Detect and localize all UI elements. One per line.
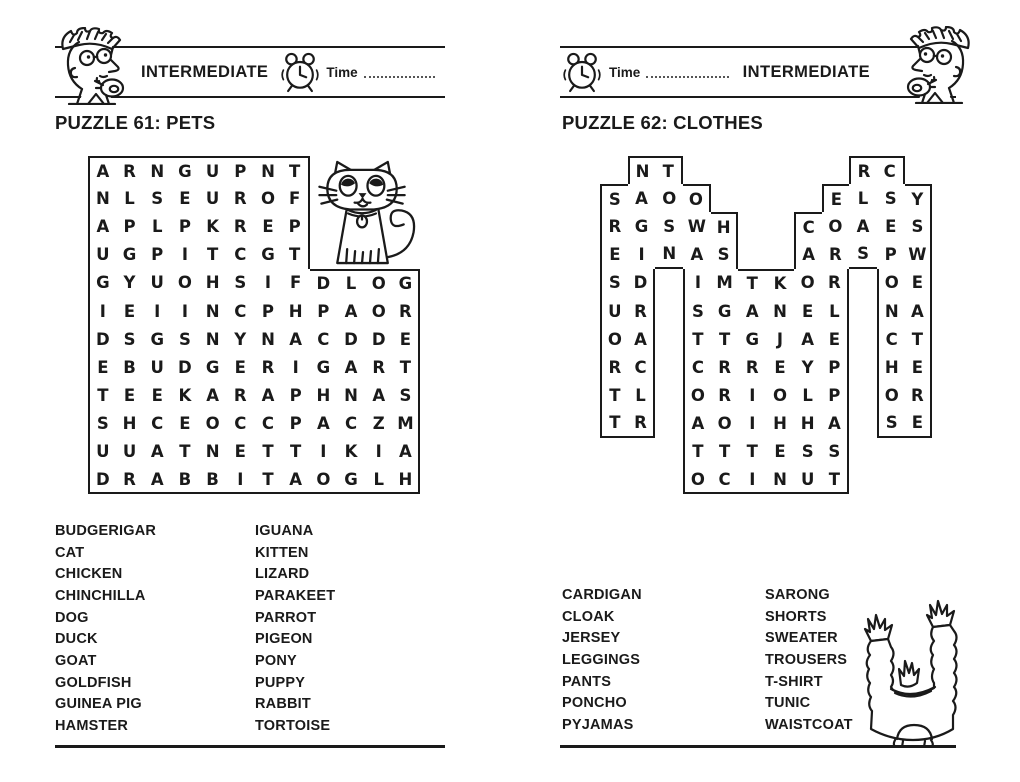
grid-letter-cell: T xyxy=(262,442,274,462)
grid-letter-cell: O xyxy=(877,269,905,297)
grid-letter-cell: U xyxy=(122,442,137,462)
grid-letter-cell: G xyxy=(316,357,331,377)
grid-letter-cell: P xyxy=(226,156,254,184)
grid-letter-cell: O xyxy=(205,414,220,434)
grid-letter-cell: S xyxy=(884,188,897,208)
grid-letter-cell: A xyxy=(690,245,704,265)
grid-letter-cell: K xyxy=(344,442,358,462)
grid-letter-cell: P xyxy=(822,353,850,381)
grid-letter-cell: S xyxy=(905,212,933,240)
grid-letter-cell: D xyxy=(371,329,386,349)
grid-letter-cell: K xyxy=(178,386,192,406)
grid-letter-cell: G xyxy=(634,216,649,236)
grid-letter-cell: A xyxy=(683,410,711,438)
word-list-item: CAT xyxy=(55,544,85,561)
grid-letter-cell: R xyxy=(233,386,247,406)
grid-letter-cell: N xyxy=(205,329,220,349)
grid-letter-cell: R xyxy=(393,297,421,325)
grid-letter-cell: E xyxy=(393,325,421,353)
grid-letter-cell: E xyxy=(234,357,246,377)
grid-letter-cell: H xyxy=(800,414,815,434)
grid-letter-cell: I xyxy=(683,269,711,297)
word-list-item: KITTEN xyxy=(255,544,309,561)
grid-letter-cell: O xyxy=(260,188,275,208)
grid-letter-cell: L xyxy=(337,269,365,297)
grid-letter-cell: T xyxy=(718,329,731,349)
grid-letter-cell: G xyxy=(337,466,365,494)
grid-letter-cell: C xyxy=(317,329,330,349)
grid-letter-cell: Z xyxy=(372,414,385,434)
grid-letter-cell: A xyxy=(372,386,386,406)
time-blank-line xyxy=(646,75,728,78)
grid-letter-cell: C xyxy=(344,414,358,434)
grid-letter-cell: A xyxy=(794,241,822,269)
grid-letter-cell: T xyxy=(88,382,116,410)
grid-letter-cell: C xyxy=(877,325,905,353)
word-list-item: LIZARD xyxy=(255,566,310,583)
grid-letter-cell: C xyxy=(234,245,247,265)
grid-letter-cell: I xyxy=(181,245,188,265)
time-blank-line xyxy=(364,75,435,78)
grid-letter-cell: A xyxy=(635,188,648,208)
grid-letter-cell: N xyxy=(773,301,787,321)
grid-letter-cell: S xyxy=(801,442,814,462)
grid-letter-cell: L xyxy=(124,188,135,208)
word-list-item: SARONG xyxy=(765,586,830,603)
grid-letter-cell: S xyxy=(393,382,421,410)
grid-letter-cell: E xyxy=(123,301,136,321)
grid-letter-cell: D xyxy=(628,269,656,297)
grid-letter-cell: S xyxy=(234,273,247,293)
grid-letter-cell: S xyxy=(663,216,676,236)
grid-letter-cell: A xyxy=(745,301,759,321)
grid-letter-cell: T xyxy=(393,353,421,381)
grid-letter-cell: I xyxy=(638,245,645,265)
grid-letter-cell: N xyxy=(205,442,220,462)
grid-letter-cell: S xyxy=(178,329,191,349)
word-list-item: PIGEON xyxy=(255,631,313,648)
word-list-item: PANTS xyxy=(562,673,612,690)
word-list-item: PYJAMAS xyxy=(562,716,634,733)
grid-letter-cell: O xyxy=(600,325,628,353)
grid-letter-cell: P xyxy=(289,386,302,406)
grid-letter-cell: H xyxy=(877,353,905,381)
grid-letter-cell: I xyxy=(88,297,116,325)
grid-letter-cell: T xyxy=(905,325,933,353)
grid-letter-cell: T xyxy=(600,410,628,438)
grid-letter-cell: Y xyxy=(123,273,136,293)
grid-letter-cell: R xyxy=(116,466,144,494)
grid-letter-cell: K xyxy=(206,216,219,236)
grid-letter-cell: R xyxy=(822,269,850,297)
grid-letter-cell: R xyxy=(718,386,731,406)
grid-letter-cell: O xyxy=(772,386,787,406)
word-search-grid-62 xyxy=(600,156,932,494)
grid-letter-cell: O xyxy=(371,301,386,321)
grid-letter-cell: A xyxy=(289,329,303,349)
grid-letter-cell: G xyxy=(261,245,275,265)
grid-letter-cell: E xyxy=(262,216,274,236)
puzzle-title-61: PUZZLE 61: PETS xyxy=(55,112,216,133)
grid-letter-cell: O xyxy=(717,414,732,434)
grid-letter-cell: G xyxy=(393,269,421,297)
grid-letter-cell: O xyxy=(310,466,338,494)
word-list-item: GOLDFISH xyxy=(55,674,132,691)
grid-letter-cell: G xyxy=(150,329,164,349)
word-list-item: DUCK xyxy=(55,631,98,648)
grid-letter-cell: A xyxy=(801,329,815,349)
grid-letter-cell: T xyxy=(282,156,310,184)
word-list-62-col1 xyxy=(562,584,642,736)
grid-letter-cell: E xyxy=(905,353,933,381)
grid-letter-cell: T xyxy=(206,245,219,265)
grid-letter-cell: R xyxy=(828,245,842,265)
grid-letter-cell: U xyxy=(794,466,822,494)
word-list-item: T-SHIRT xyxy=(765,673,823,690)
left-page-bottom-rule xyxy=(55,745,445,748)
grid-letter-cell: E xyxy=(905,269,933,297)
grid-letter-cell: G xyxy=(745,329,760,349)
grid-letter-cell: C xyxy=(261,414,275,434)
grid-letter-cell: S xyxy=(711,241,739,269)
grid-letter-cell: D xyxy=(88,325,116,353)
grid-letter-cell: A xyxy=(261,386,275,406)
grid-letter-cell: R xyxy=(628,297,656,325)
grid-letter-cell: T xyxy=(822,466,850,494)
grid-letter-cell: R xyxy=(600,353,628,381)
grid-letter-cell: B xyxy=(123,357,136,377)
grid-letter-cell: I xyxy=(749,386,756,406)
cat-illustration xyxy=(310,157,421,269)
grid-letter-cell: I xyxy=(264,273,272,293)
grid-letter-cell: O xyxy=(365,269,393,297)
grid-letter-cell: B xyxy=(171,466,199,494)
grid-letter-cell: N xyxy=(143,156,171,184)
grid-letter-cell: P xyxy=(884,245,897,265)
grid-letter-cell: A xyxy=(344,301,358,321)
word-list-item: PUPPY xyxy=(255,674,306,691)
difficulty-label: INTERMEDIATE xyxy=(141,62,269,81)
grid-letter-cell: S xyxy=(822,438,850,466)
grid-letter-cell: O xyxy=(177,273,192,293)
grid-letter-cell: F xyxy=(282,184,310,212)
grid-letter-cell: I xyxy=(749,414,756,434)
grid-letter-cell: E xyxy=(822,325,850,353)
grid-letter-cell: S xyxy=(600,269,628,297)
grid-letter-cell: P xyxy=(261,301,275,321)
grid-letter-cell: U xyxy=(150,273,164,293)
grid-letter-cell: C xyxy=(628,353,656,381)
grid-letter-cell: R xyxy=(372,357,386,377)
grid-letter-cell: T xyxy=(655,156,683,184)
grid-letter-cell: E xyxy=(123,386,136,406)
grid-letter-cell: A xyxy=(150,442,164,462)
grid-letter-cell: T xyxy=(600,382,628,410)
word-list-item: CLOAK xyxy=(562,608,615,625)
grid-letter-cell: P xyxy=(289,414,302,434)
word-list-61-col2 xyxy=(255,520,335,737)
word-list-item: CARDIGAN xyxy=(562,586,642,603)
grid-letter-cell: A xyxy=(143,466,171,494)
grid-letter-cell: U xyxy=(88,438,116,466)
grid-letter-cell: E xyxy=(179,414,191,434)
grid-letter-cell: H xyxy=(122,414,137,434)
grid-letter-cell: Y xyxy=(234,329,247,349)
word-list-item: CHINCHILLA xyxy=(55,587,146,604)
grid-letter-cell: A xyxy=(822,410,850,438)
grid-letter-cell: E xyxy=(151,386,163,406)
grid-letter-cell: Y xyxy=(801,357,814,377)
grid-letter-cell: A xyxy=(393,438,421,466)
word-list-item: JERSEY xyxy=(562,630,621,647)
grid-letter-cell: C xyxy=(794,212,822,240)
grid-letter-cell: I xyxy=(226,466,254,494)
puzzle-title-62: PUZZLE 62: CLOTHES xyxy=(562,112,763,133)
grid-letter-cell: E xyxy=(774,357,786,377)
grid-letter-cell: L xyxy=(822,297,850,325)
grid-letter-cell: T xyxy=(290,442,302,462)
grid-letter-cell: H xyxy=(711,212,739,240)
grid-letter-cell: O xyxy=(683,382,711,410)
word-list-item: WAISTCOAT xyxy=(765,716,853,733)
grid-letter-cell: E xyxy=(905,410,933,438)
grid-letter-cell: N xyxy=(655,241,683,269)
grid-letter-cell: H xyxy=(288,301,303,321)
grid-letter-cell: N xyxy=(261,329,275,349)
word-list-item: PARROT xyxy=(255,609,317,626)
grid-letter-cell: C xyxy=(234,301,247,321)
grid-letter-cell: O xyxy=(662,188,677,208)
grid-letter-cell: T xyxy=(718,442,731,462)
grid-letter-cell: R xyxy=(718,357,731,377)
grid-letter-cell: I xyxy=(320,442,327,462)
word-list-item: TORTOISE xyxy=(255,718,331,735)
alarm-clock-icon xyxy=(281,49,319,95)
grid-letter-cell: I xyxy=(738,466,766,494)
word-list-item: HAMSTER xyxy=(55,718,129,735)
grid-letter-cell: L xyxy=(857,188,869,208)
grid-letter-cell: M xyxy=(716,273,733,293)
grid-letter-cell: D xyxy=(310,269,338,297)
grid-letter-cell: S xyxy=(849,241,877,269)
grid-letter-cell: I xyxy=(181,301,188,321)
grid-letter-cell: T xyxy=(254,466,282,494)
grid-letter-cell: W xyxy=(905,241,933,269)
grid-letter-cell: R xyxy=(628,410,656,438)
word-list-item: PARAKEET xyxy=(255,587,336,604)
grid-letter-cell: S xyxy=(123,329,136,349)
grid-letter-cell: S xyxy=(683,297,711,325)
grid-letter-cell: T xyxy=(738,269,766,297)
grid-letter-cell: O xyxy=(800,273,815,293)
grid-letter-cell: J xyxy=(776,329,784,349)
grid-letter-cell: E xyxy=(234,442,246,462)
grid-letter-cell: R xyxy=(745,357,759,377)
grid-letter-cell: I xyxy=(292,357,299,377)
grid-letter-cell: U xyxy=(88,241,116,269)
word-list-item: TROUSERS xyxy=(765,651,848,668)
grid-letter-cell: T xyxy=(683,438,711,466)
grid-letter-cell: P xyxy=(123,216,136,236)
grid-letter-cell: E xyxy=(802,301,814,321)
grid-letter-cell: D xyxy=(178,357,192,377)
grid-letter-cell: W xyxy=(687,216,706,236)
grid-letter-cell: A xyxy=(905,297,933,325)
grid-letter-cell: A xyxy=(856,216,870,236)
grid-letter-cell: C xyxy=(151,414,164,434)
grid-letter-cell: S xyxy=(877,410,905,438)
grid-letter-cell: E xyxy=(774,442,786,462)
word-list-item: CHICKEN xyxy=(55,566,123,583)
grid-letter-cell: T xyxy=(683,325,711,353)
grid-letter-cell: N xyxy=(205,301,220,321)
grid-letter-cell: R xyxy=(849,156,877,184)
word-list-item: BUDGERIGAR xyxy=(55,522,157,539)
grid-letter-cell: N xyxy=(254,156,282,184)
grid-letter-cell: L xyxy=(802,386,813,406)
word-list-item: SHORTS xyxy=(765,608,827,625)
word-list-item: GUINEA PIG xyxy=(55,696,142,713)
grid-letter-cell: T xyxy=(746,442,758,462)
grid-letter-cell: P xyxy=(178,216,191,236)
grid-letter-cell: A xyxy=(316,414,330,434)
grid-letter-cell: A xyxy=(628,325,656,353)
grid-letter-cell: E xyxy=(600,241,628,269)
grid-letter-cell: A xyxy=(344,357,358,377)
grid-letter-cell: G xyxy=(122,245,137,265)
word-list-item: PONY xyxy=(255,652,297,669)
grid-letter-cell: R xyxy=(261,357,275,377)
word-list-item: RABBIT xyxy=(255,696,311,713)
alarm-clock-icon xyxy=(563,49,601,95)
word-list-item: PONCHO xyxy=(562,695,627,712)
grid-letter-cell: U xyxy=(600,297,628,325)
word-list-item: TUNIC xyxy=(765,695,811,712)
grid-letter-cell: U xyxy=(205,188,220,208)
word-list-item: IGUANA xyxy=(255,522,314,539)
grid-letter-cell: O xyxy=(877,382,905,410)
grid-letter-cell: S xyxy=(151,188,164,208)
grid-letter-cell: O xyxy=(683,466,711,494)
grid-letter-cell: T xyxy=(179,442,191,462)
grid-letter-cell: U xyxy=(150,357,164,377)
grid-letter-cell: P xyxy=(282,212,310,240)
grid-letter-cell: B xyxy=(199,466,227,494)
grid-letter-cell: D xyxy=(88,466,116,494)
grid-letter-cell: R xyxy=(116,156,144,184)
grid-letter-cell: N xyxy=(344,386,358,406)
grid-letter-cell: R xyxy=(905,382,933,410)
grid-letter-cell: S xyxy=(600,184,628,212)
grid-letter-cell: I xyxy=(375,442,382,462)
person-pulling-on-sweater-illustration xyxy=(851,597,975,748)
grid-letter-cell: N xyxy=(628,156,656,184)
grid-letter-cell: P xyxy=(822,382,850,410)
time-label: Time xyxy=(326,64,358,80)
grid-letter-cell: E xyxy=(88,353,116,381)
boy-blowing-whistle-illustration xyxy=(49,27,135,105)
grid-letter-cell: P xyxy=(151,245,164,265)
grid-letter-cell: L xyxy=(628,382,656,410)
grid-letter-cell: H xyxy=(393,466,421,494)
grid-letter-cell: L xyxy=(151,216,163,236)
grid-letter-cell: C xyxy=(711,466,739,494)
grid-letter-cell: A xyxy=(88,156,116,184)
grid-letter-cell: T xyxy=(282,241,310,269)
grid-letter-cell: F xyxy=(290,273,302,293)
grid-letter-cell: A xyxy=(206,386,219,406)
grid-letter-cell: N xyxy=(88,184,116,212)
word-list-item: LEGGINGS xyxy=(562,651,641,668)
word-list-61-col1 xyxy=(55,520,156,737)
word-list-item: SWEATER xyxy=(765,630,838,647)
grid-letter-cell: I xyxy=(154,301,161,321)
grid-letter-cell: H xyxy=(316,386,331,406)
grid-letter-cell: M xyxy=(393,410,421,438)
grid-letter-cell: A xyxy=(282,466,310,494)
grid-letter-cell: C xyxy=(683,353,711,381)
word-list-item: DOG xyxy=(55,609,89,626)
grid-letter-cell: G xyxy=(205,357,220,377)
grid-letter-cell: K xyxy=(766,269,794,297)
grid-letter-cell: G xyxy=(88,269,116,297)
grid-letter-cell: N xyxy=(766,466,794,494)
grid-letter-cell: E xyxy=(822,184,850,212)
grid-letter-cell: G xyxy=(171,156,199,184)
grid-letter-cell: G xyxy=(717,301,732,321)
grid-letter-cell: E xyxy=(885,216,897,236)
grid-letter-cell: U xyxy=(199,156,227,184)
grid-letter-cell: C xyxy=(877,156,905,184)
right-page-bottom-rule xyxy=(560,745,956,748)
grid-letter-cell: R xyxy=(233,216,247,236)
grid-letter-cell: O xyxy=(683,184,711,212)
grid-letter-cell: H xyxy=(773,414,787,434)
grid-letter-cell: Y xyxy=(905,184,933,212)
grid-letter-cell: E xyxy=(179,188,191,208)
grid-letter-cell: L xyxy=(365,466,393,494)
grid-letter-cell: D xyxy=(344,329,358,349)
grid-letter-cell: R xyxy=(600,212,628,240)
boy-blowing-whistle-illustration xyxy=(896,26,982,104)
word-list-item: GOAT xyxy=(55,652,97,669)
grid-letter-cell: N xyxy=(877,297,905,325)
grid-letter-cell: S xyxy=(88,410,116,438)
grid-letter-cell: O xyxy=(828,216,843,236)
grid-letter-cell: C xyxy=(234,414,247,434)
grid-letter-cell: R xyxy=(233,188,247,208)
time-label: Time xyxy=(609,64,641,80)
word-list-62-col2 xyxy=(765,584,853,736)
grid-letter-cell: H xyxy=(205,273,220,293)
grid-letter-cell: P xyxy=(317,301,330,321)
grid-letter-cell: A xyxy=(88,212,116,240)
difficulty-label: INTERMEDIATE xyxy=(742,62,870,81)
